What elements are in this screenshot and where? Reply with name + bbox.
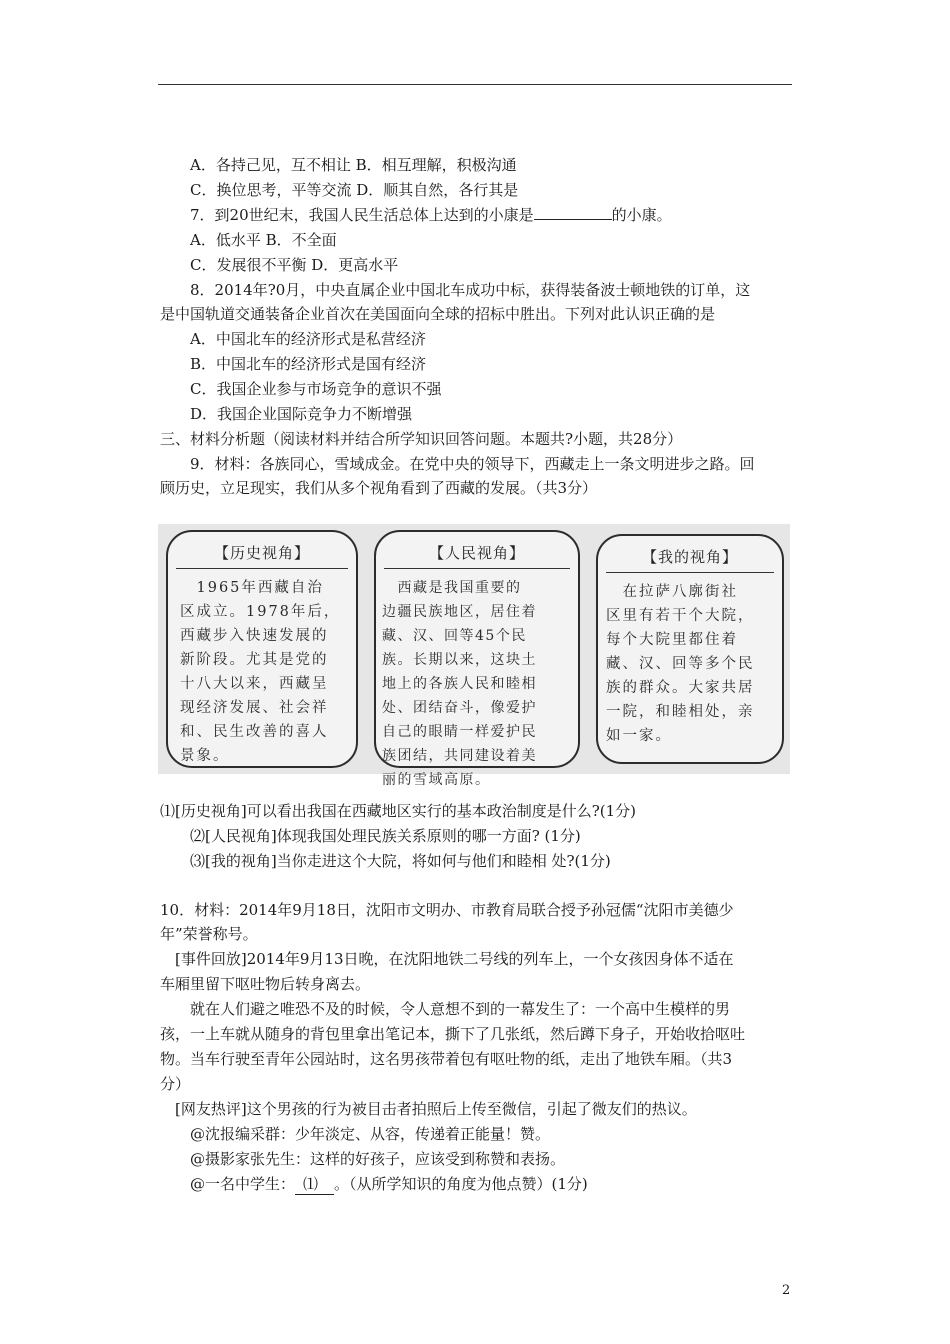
option-line-cd: C．换位思考，平等交流 D．顺其自然，各行其是: [190, 181, 519, 199]
option-line-ab: A．各持己见，互不相让 B．相互理解，积极沟通: [190, 156, 517, 174]
card-history-body: 1965年西藏自治 区成立。1978年后， 西藏步入快速发展的 新阶段。尤其是党的 十八大以来，西藏呈 现经济发展、社会祥 和、民生改善的喜人 景象。: [180, 580, 341, 764]
q9-sub-2: ⑵[人民视角]体现我国处理民族关系原则的哪一方面? (1分): [190, 827, 581, 845]
q7-options-cd: C．发展很不平衡 D．更高水平: [190, 256, 399, 274]
comment-1: @沈报编采群：少年淡定、从容，传递着正能量！赞。: [190, 1125, 551, 1143]
answer-blank-1[interactable]: ⑴: [295, 1174, 334, 1195]
event-replay-line1: [事件回放]2014年9月13日晚，在沈阳地铁二号线的列车上，一个女孩因身体不适在: [175, 950, 734, 968]
question-8-line1: 8．2014年?0月，中央直属企业中国北车成功中标，获得装备波士顿地铁的订单，这: [190, 281, 751, 299]
story-line4: 分）: [160, 1075, 191, 1093]
card-people-divider: [384, 568, 570, 569]
perspective-figure: [158, 524, 790, 788]
card-people-title: 【人民视角】: [428, 544, 525, 562]
q9-sub-3: ⑶[我的视角]当你走进这个大院，将如何与他们和睦相 处?(1分): [190, 852, 611, 870]
page-number: 2: [782, 1283, 791, 1298]
question-9-line2: 顾历史，立足现实，我们从多个视角看到了西藏的发展。（共3分）: [160, 479, 598, 497]
card-people-body: 西藏是我国重要的 边疆民族地区，居住着 藏、汉、回等45个民 族。长期以来，这块土 地上的各族人民和睦相 处、团结奋斗，像爱护 自己的眼睛一样爱护民 族团结，共同建设着美 丽的雪域高原。: [382, 580, 537, 788]
event-replay-line2: 车厢里留下呕吐物后转身离去。: [160, 975, 371, 993]
card-history-title: 【历史视角】: [213, 544, 310, 562]
story-line3: 物。当车行驶至青年公园站时，这名男孩带着包有呕吐物的纸，走出了地铁车厢。（共3: [160, 1050, 733, 1068]
card-history: [166, 530, 358, 768]
q7-options-ab: A．低水平 B．不全面: [190, 231, 337, 249]
question-9-line1: 9．材料：各族同心，雪域成金。在党中央的领导下，西藏走上一条文明进步之路。回: [190, 455, 755, 473]
answer-blank[interactable]: [534, 205, 612, 220]
section-3-heading: 三、材料分析题（阅读材料并结合所学知识回答问题。本题共?小题，共28分）: [160, 430, 683, 448]
q8-option-a: A．中国北车的经济形式是私营经济: [190, 330, 426, 348]
comment-2: @摄影家张先生：这样的好孩子，应该受到称赞和表扬。: [190, 1150, 566, 1168]
card-mine-title: 【我的视角】: [641, 548, 738, 566]
card-mine-body: 在拉萨八廓街社 区里有若干个大院， 每个大院里都住着 藏、汉、回等多个民 族的群众。大家共居 一院，和睦相处，亲 如一家。: [606, 584, 755, 744]
q8-option-b: B．中国北车的经济形式是国有经济: [190, 355, 427, 373]
story-line1: 就在人们避之唯恐不及的时候，令人意想不到的一幕发生了：一个高中生模样的男: [190, 1000, 731, 1018]
card-mine: [596, 534, 784, 764]
comment-3-prefix: @一名中学生：: [190, 1175, 296, 1193]
q9-sub-1: ⑴[历史视角]可以看出我国在西藏地区实行的基本政治制度是什么?(1分): [160, 802, 636, 820]
story-line2: 孩，一上车就从随身的背包里拿出笔记本，撕下了几张纸，然后蹲下身子，开始收拾呕吐: [160, 1025, 746, 1043]
question-8-line2: 是中国轨道交通装备企业首次在美国面向全球的招标中胜出。下列对此认识正确的是: [160, 305, 716, 323]
question-10-line2: 年”荣誉称号。: [160, 925, 258, 943]
comment-3: [190, 1174, 588, 1195]
card-history-divider: [176, 568, 348, 569]
q8-option-c: C．我国企业参与市场竞争的意识不强: [190, 380, 442, 398]
comment-3-suffix: 。（从所学知识的角度为他点赞）(1分): [334, 1175, 588, 1193]
card-people: [374, 530, 580, 788]
netizen-comments-heading: [网友热评]这个男孩的行为被目击者拍照后上传至微信，引起了微友们的热议。: [175, 1100, 697, 1118]
question-7-tail: 的小康。: [611, 206, 672, 224]
card-mine-divider: [606, 572, 774, 573]
header-rule: [158, 84, 792, 85]
q8-option-d: D．我国企业国际竞争力不断增强: [190, 405, 413, 423]
question-7: [190, 205, 672, 225]
question-7-text: 7．到20世纪末，我国人民生活总体上达到的小康是: [190, 206, 534, 224]
question-10-line1: 10．材料：2014年9月18日，沈阳市文明办、市教育局联合授予孙冠儒“沈阳市美德少: [160, 901, 734, 919]
